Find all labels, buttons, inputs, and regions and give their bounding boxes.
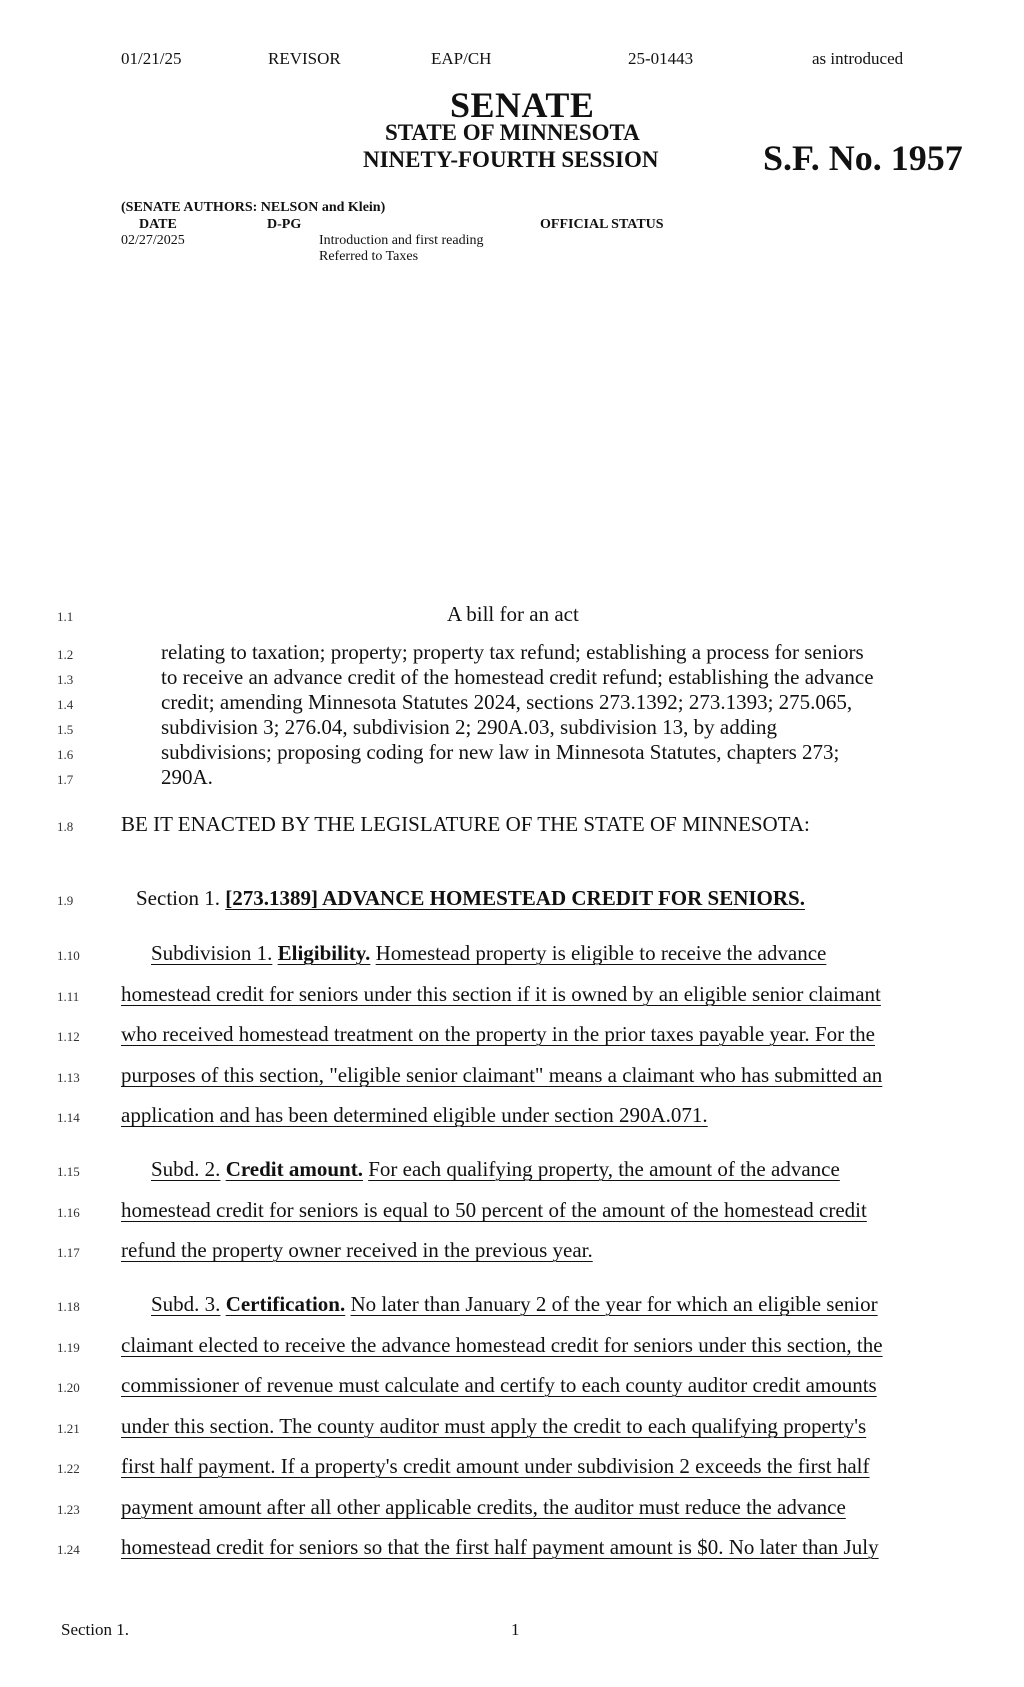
authors-line: (SENATE AUTHORS: NELSON and Klein) bbox=[121, 200, 386, 215]
bill-title-line: credit; amending Minnesota Statutes 2024, sections 273.1392; 273.1393; 275.065, bbox=[161, 690, 853, 714]
status-col-date: DATE bbox=[139, 217, 177, 232]
subd1-text: who received homestead treatment on the property in the prior taxes payable year. For the bbox=[121, 1022, 875, 1046]
header-office: REVISOR bbox=[268, 49, 341, 68]
line-number: 1.2 bbox=[57, 647, 74, 662]
line-number: 1.10 bbox=[57, 948, 80, 963]
file-number: S.F. No. 1957 bbox=[763, 138, 963, 178]
subd3-heading: Certification. bbox=[225, 1292, 346, 1316]
subd1-heading: Eligibility. bbox=[277, 941, 371, 965]
session-title: NINETY-FOURTH SESSION bbox=[363, 147, 659, 172]
subd3-text: No later than January 2 of the year for which an eligible senior bbox=[350, 1292, 878, 1316]
page-number: 1 bbox=[511, 1620, 520, 1639]
subd1-label: Subdivision 1. bbox=[151, 941, 273, 965]
header-status: as introduced bbox=[812, 49, 904, 68]
line-number: 1.5 bbox=[57, 722, 74, 737]
subd2-text: homestead credit for seniors is equal to 50 percent of the amount of the homestead credit bbox=[121, 1198, 867, 1222]
subd1-text: purposes of this section, "eligible senior claimant" means a claimant who has submitted an bbox=[121, 1063, 883, 1087]
line-number: 1.20 bbox=[57, 1380, 80, 1395]
section-heading bbox=[136, 886, 805, 911]
bill-title-line: to receive an advance credit of the homestead credit refund; establishing the advance bbox=[161, 665, 874, 689]
subd3-text: first half payment. If a property's credit amount under subdivision 2 exceeds the first half bbox=[121, 1454, 870, 1478]
bill-title-line: 290A. bbox=[161, 765, 213, 789]
subd3-label: Subd. 3. bbox=[151, 1292, 221, 1316]
subd1-line-1 bbox=[151, 941, 826, 966]
line-number: 1.12 bbox=[57, 1029, 80, 1044]
subd1-text: application and has been determined eligible under section 290A.071. bbox=[121, 1103, 708, 1127]
bill-title-line: relating to taxation; property; property tax refund; establishing a process for seniors bbox=[161, 640, 864, 664]
subd2-heading: Credit amount. bbox=[225, 1157, 363, 1181]
line-number: 1.15 bbox=[57, 1164, 80, 1179]
status-date: 02/27/2025 bbox=[121, 233, 185, 248]
line-number: 1.1 bbox=[57, 609, 74, 624]
section-label: Section 1. bbox=[136, 886, 220, 910]
line-number: 1.14 bbox=[57, 1110, 80, 1125]
line-number: 1.3 bbox=[57, 672, 74, 687]
subd3-text: under this section. The county auditor must apply the credit to each qualifying property's bbox=[121, 1414, 867, 1438]
line-number: 1.17 bbox=[57, 1245, 80, 1260]
header-initials: EAP/CH bbox=[431, 49, 492, 68]
line-number: 1.6 bbox=[57, 747, 74, 762]
subd1-text: Homestead property is eligible to receive the advance bbox=[375, 941, 827, 965]
subd3-text: commissioner of revenue must calculate and certify to each county auditor credit amounts bbox=[121, 1373, 877, 1397]
subd3-text: payment amount after all other applicable credits, the auditor must reduce the advance bbox=[121, 1495, 846, 1519]
section-title: [273.1389] ADVANCE HOMESTEAD CREDIT FOR SENIORS. bbox=[225, 886, 805, 910]
line-number: 1.11 bbox=[57, 989, 80, 1004]
subd2-text: For each qualifying property, the amount of the advance bbox=[368, 1157, 840, 1181]
status-action-1: Introduction and first reading bbox=[319, 233, 484, 248]
bill-title-line: subdivisions; proposing coding for new law in Minnesota Statutes, chapters 273; bbox=[161, 740, 840, 764]
line-number: 1.21 bbox=[57, 1421, 80, 1436]
line-number: 1.19 bbox=[57, 1340, 80, 1355]
line-number: 1.4 bbox=[57, 697, 74, 712]
line-number: 1.7 bbox=[57, 772, 74, 787]
subd2-label: Subd. 2. bbox=[151, 1157, 221, 1181]
header-doc-number: 25-01443 bbox=[628, 49, 694, 68]
line-number: 1.9 bbox=[57, 893, 74, 908]
line-number: 1.13 bbox=[57, 1070, 80, 1085]
header-date: 01/21/25 bbox=[121, 49, 182, 68]
subd2-line-1 bbox=[151, 1157, 840, 1182]
state-title: STATE OF MINNESOTA bbox=[385, 120, 640, 145]
status-col-dpg: D-PG bbox=[267, 217, 302, 232]
line-number: 1.18 bbox=[57, 1299, 80, 1314]
enacting-clause: BE IT ENACTED BY THE LEGISLATURE OF THE STATE OF MINNESOTA: bbox=[121, 812, 810, 836]
bill-title-line: subdivision 3; 276.04, subdivision 2; 290A.03, subdivision 13, by adding bbox=[161, 715, 778, 739]
subd3-text: homestead credit for seniors so that the first half payment amount is $0. No later than July bbox=[121, 1535, 879, 1559]
status-action-2: Referred to Taxes bbox=[319, 249, 419, 264]
footer-section: Section 1. bbox=[61, 1620, 129, 1639]
subd3-text: claimant elected to receive the advance homestead credit for seniors under this section, the bbox=[121, 1333, 883, 1357]
subd3-line-1 bbox=[151, 1292, 878, 1317]
line-number: 1.24 bbox=[57, 1542, 80, 1557]
status-col-official: OFFICIAL STATUS bbox=[540, 217, 664, 232]
chamber-title: SENATE bbox=[450, 85, 595, 125]
subd1-text: homestead credit for seniors under this section if it is owned by an eligible senior claimant bbox=[121, 982, 881, 1006]
line-number: 1.22 bbox=[57, 1461, 80, 1476]
line-number: 1.16 bbox=[57, 1205, 80, 1220]
line-number: 1.8 bbox=[57, 819, 74, 834]
subd2-text: refund the property owner received in the previous year. bbox=[121, 1238, 593, 1262]
bill-heading: A bill for an act bbox=[447, 602, 579, 626]
line-number: 1.23 bbox=[57, 1502, 80, 1517]
